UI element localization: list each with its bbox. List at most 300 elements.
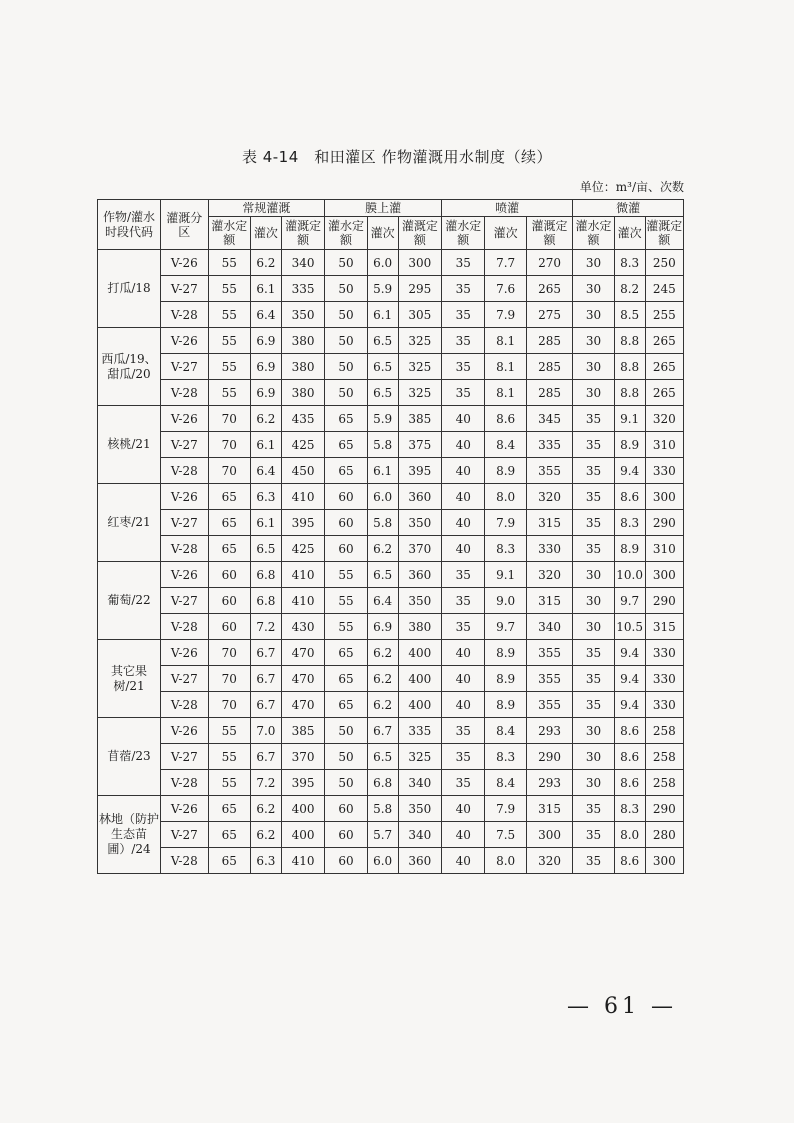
value-cell: 6.2 xyxy=(250,406,281,432)
zone-cell: V-28 xyxy=(161,770,209,796)
crop-name: 苜蓿/23 xyxy=(98,718,161,796)
value-cell: 410 xyxy=(281,484,324,510)
value-cell: 295 xyxy=(398,276,441,302)
value-cell: 50 xyxy=(325,718,367,744)
value-cell: 30 xyxy=(573,770,614,796)
value-cell: 8.9 xyxy=(485,640,526,666)
value-cell: 65 xyxy=(208,536,250,562)
value-cell: 340 xyxy=(281,250,324,276)
value-cell: 380 xyxy=(281,354,324,380)
value-cell: 35 xyxy=(442,328,485,354)
value-cell: 65 xyxy=(325,432,367,458)
header-zone: 灌溉分区 xyxy=(161,200,209,250)
value-cell: 7.7 xyxy=(485,250,526,276)
value-cell: 410 xyxy=(281,848,324,874)
value-cell: 265 xyxy=(645,380,683,406)
value-cell: 305 xyxy=(398,302,441,328)
table-row xyxy=(98,770,684,796)
value-cell: 360 xyxy=(398,848,441,874)
value-cell: 330 xyxy=(645,458,683,484)
value-cell: 10.5 xyxy=(614,614,645,640)
value-cell: 30 xyxy=(573,614,614,640)
value-cell: 40 xyxy=(442,458,485,484)
value-cell: 8.3 xyxy=(485,744,526,770)
value-cell: 430 xyxy=(281,614,324,640)
value-cell: 5.7 xyxy=(367,822,398,848)
subheader-cell: 灌水定额 xyxy=(208,217,250,250)
zone-cell: V-26 xyxy=(161,796,209,822)
value-cell: 385 xyxy=(398,406,441,432)
value-cell: 9.4 xyxy=(614,692,645,718)
table-row xyxy=(98,432,684,458)
value-cell: 35 xyxy=(573,640,614,666)
value-cell: 9.4 xyxy=(614,666,645,692)
value-cell: 40 xyxy=(442,640,485,666)
value-cell: 6.9 xyxy=(367,614,398,640)
value-cell: 55 xyxy=(208,250,250,276)
value-cell: 350 xyxy=(398,588,441,614)
value-cell: 5.8 xyxy=(367,796,398,822)
value-cell: 8.6 xyxy=(614,770,645,796)
value-cell: 55 xyxy=(208,328,250,354)
value-cell: 340 xyxy=(398,822,441,848)
value-cell: 340 xyxy=(526,614,573,640)
value-cell: 40 xyxy=(442,848,485,874)
subheader-cell: 灌次 xyxy=(614,217,645,250)
value-cell: 6.5 xyxy=(367,562,398,588)
value-cell: 6.8 xyxy=(250,562,281,588)
value-cell: 380 xyxy=(281,328,324,354)
value-cell: 35 xyxy=(573,666,614,692)
value-cell: 40 xyxy=(442,432,485,458)
crop-name: 红枣/21 xyxy=(98,484,161,562)
value-cell: 40 xyxy=(442,510,485,536)
value-cell: 8.9 xyxy=(614,536,645,562)
value-cell: 60 xyxy=(208,614,250,640)
value-cell: 65 xyxy=(208,510,250,536)
value-cell: 400 xyxy=(398,692,441,718)
value-cell: 35 xyxy=(442,354,485,380)
zone-cell: V-26 xyxy=(161,640,209,666)
zone-cell: V-28 xyxy=(161,536,209,562)
zone-cell: V-28 xyxy=(161,692,209,718)
value-cell: 40 xyxy=(442,822,485,848)
value-cell: 258 xyxy=(645,744,683,770)
table-row xyxy=(98,276,684,302)
value-cell: 6.7 xyxy=(250,744,281,770)
value-cell: 7.9 xyxy=(485,796,526,822)
value-cell: 50 xyxy=(325,744,367,770)
value-cell: 30 xyxy=(573,250,614,276)
value-cell: 370 xyxy=(398,536,441,562)
value-cell: 60 xyxy=(325,796,367,822)
table-row xyxy=(98,822,684,848)
value-cell: 6.8 xyxy=(250,588,281,614)
value-cell: 35 xyxy=(442,614,485,640)
value-cell: 8.8 xyxy=(614,380,645,406)
value-cell: 315 xyxy=(526,510,573,536)
value-cell: 40 xyxy=(442,536,485,562)
value-cell: 30 xyxy=(573,744,614,770)
value-cell: 8.0 xyxy=(485,484,526,510)
value-cell: 258 xyxy=(645,770,683,796)
value-cell: 8.3 xyxy=(485,536,526,562)
value-cell: 360 xyxy=(398,484,441,510)
header-group-sprinkler: 喷灌 xyxy=(442,200,573,217)
value-cell: 285 xyxy=(526,354,573,380)
value-cell: 6.9 xyxy=(250,354,281,380)
value-cell: 35 xyxy=(573,692,614,718)
value-cell: 265 xyxy=(645,354,683,380)
value-cell: 6.9 xyxy=(250,380,281,406)
value-cell: 6.7 xyxy=(367,718,398,744)
value-cell: 6.2 xyxy=(367,640,398,666)
value-cell: 40 xyxy=(442,666,485,692)
value-cell: 35 xyxy=(573,458,614,484)
value-cell: 6.1 xyxy=(367,458,398,484)
value-cell: 6.1 xyxy=(250,432,281,458)
table-row xyxy=(98,536,684,562)
subheader-cell: 灌次 xyxy=(485,217,526,250)
zone-cell: V-27 xyxy=(161,822,209,848)
value-cell: 8.9 xyxy=(485,458,526,484)
value-cell: 35 xyxy=(442,718,485,744)
value-cell: 7.0 xyxy=(250,718,281,744)
value-cell: 35 xyxy=(573,848,614,874)
value-cell: 60 xyxy=(325,536,367,562)
subheader-cell: 灌次 xyxy=(250,217,281,250)
value-cell: 50 xyxy=(325,328,367,354)
zone-cell: V-28 xyxy=(161,380,209,406)
value-cell: 8.8 xyxy=(614,328,645,354)
value-cell: 8.9 xyxy=(485,692,526,718)
value-cell: 290 xyxy=(645,510,683,536)
unit-note: 单位：m³/亩、次数 xyxy=(579,180,684,194)
value-cell: 8.0 xyxy=(485,848,526,874)
value-cell: 60 xyxy=(325,822,367,848)
value-cell: 325 xyxy=(398,744,441,770)
value-cell: 8.2 xyxy=(614,276,645,302)
value-cell: 6.5 xyxy=(367,744,398,770)
value-cell: 6.2 xyxy=(367,536,398,562)
value-cell: 320 xyxy=(526,848,573,874)
value-cell: 55 xyxy=(208,276,250,302)
value-cell: 7.5 xyxy=(485,822,526,848)
value-cell: 8.0 xyxy=(614,822,645,848)
value-cell: 255 xyxy=(645,302,683,328)
value-cell: 8.3 xyxy=(614,250,645,276)
value-cell: 30 xyxy=(573,562,614,588)
zone-cell: V-26 xyxy=(161,484,209,510)
value-cell: 325 xyxy=(398,354,441,380)
value-cell: 70 xyxy=(208,692,250,718)
value-cell: 30 xyxy=(573,718,614,744)
value-cell: 6.3 xyxy=(250,484,281,510)
zone-cell: V-27 xyxy=(161,432,209,458)
value-cell: 6.5 xyxy=(250,536,281,562)
value-cell: 9.4 xyxy=(614,458,645,484)
value-cell: 6.4 xyxy=(250,302,281,328)
value-cell: 300 xyxy=(398,250,441,276)
value-cell: 9.7 xyxy=(485,614,526,640)
value-cell: 30 xyxy=(573,276,614,302)
value-cell: 8.1 xyxy=(485,354,526,380)
crop-name: 其它果树/21 xyxy=(98,640,161,718)
value-cell: 40 xyxy=(442,484,485,510)
value-cell: 40 xyxy=(442,406,485,432)
value-cell: 6.0 xyxy=(367,250,398,276)
value-cell: 315 xyxy=(526,588,573,614)
value-cell: 280 xyxy=(645,822,683,848)
value-cell: 65 xyxy=(208,796,250,822)
value-cell: 270 xyxy=(526,250,573,276)
value-cell: 60 xyxy=(208,562,250,588)
zone-cell: V-26 xyxy=(161,250,209,276)
table-row xyxy=(98,848,684,874)
value-cell: 6.7 xyxy=(250,692,281,718)
value-cell: 380 xyxy=(398,614,441,640)
value-cell: 258 xyxy=(645,718,683,744)
value-cell: 320 xyxy=(526,484,573,510)
value-cell: 65 xyxy=(325,692,367,718)
value-cell: 7.6 xyxy=(485,276,526,302)
value-cell: 425 xyxy=(281,432,324,458)
value-cell: 8.6 xyxy=(614,848,645,874)
value-cell: 470 xyxy=(281,692,324,718)
value-cell: 355 xyxy=(526,640,573,666)
value-cell: 50 xyxy=(325,276,367,302)
value-cell: 6.0 xyxy=(367,484,398,510)
value-cell: 8.1 xyxy=(485,328,526,354)
subheader-cell: 灌溉定额 xyxy=(398,217,441,250)
value-cell: 370 xyxy=(281,744,324,770)
value-cell: 6.2 xyxy=(250,250,281,276)
value-cell: 5.8 xyxy=(367,510,398,536)
value-cell: 5.9 xyxy=(367,276,398,302)
value-cell: 6.5 xyxy=(367,328,398,354)
value-cell: 300 xyxy=(526,822,573,848)
value-cell: 35 xyxy=(573,406,614,432)
value-cell: 320 xyxy=(645,406,683,432)
zone-cell: V-28 xyxy=(161,458,209,484)
value-cell: 30 xyxy=(573,302,614,328)
value-cell: 355 xyxy=(526,666,573,692)
table-row xyxy=(98,380,684,406)
zone-cell: V-26 xyxy=(161,328,209,354)
value-cell: 6.5 xyxy=(367,354,398,380)
value-cell: 35 xyxy=(442,588,485,614)
value-cell: 6.5 xyxy=(367,380,398,406)
crop-name: 打瓜/18 xyxy=(98,250,161,328)
value-cell: 65 xyxy=(208,822,250,848)
value-cell: 8.6 xyxy=(614,484,645,510)
value-cell: 8.9 xyxy=(614,432,645,458)
value-cell: 65 xyxy=(325,406,367,432)
value-cell: 10.0 xyxy=(614,562,645,588)
value-cell: 65 xyxy=(325,666,367,692)
value-cell: 55 xyxy=(208,380,250,406)
value-cell: 8.9 xyxy=(485,666,526,692)
crop-name: 西瓜/19、甜瓜/20 xyxy=(98,328,161,406)
header-group-conventional: 常规灌溉 xyxy=(208,200,325,217)
value-cell: 7.2 xyxy=(250,770,281,796)
value-cell: 325 xyxy=(398,328,441,354)
value-cell: 265 xyxy=(526,276,573,302)
table-row xyxy=(98,484,684,510)
value-cell: 330 xyxy=(645,692,683,718)
table-row xyxy=(98,406,684,432)
value-cell: 8.6 xyxy=(614,718,645,744)
subheader-cell: 灌次 xyxy=(367,217,398,250)
value-cell: 6.4 xyxy=(367,588,398,614)
value-cell: 425 xyxy=(281,536,324,562)
value-cell: 55 xyxy=(208,744,250,770)
subheader-cell: 灌溉定额 xyxy=(526,217,573,250)
value-cell: 8.3 xyxy=(614,510,645,536)
value-cell: 55 xyxy=(208,770,250,796)
value-cell: 65 xyxy=(325,458,367,484)
table-row xyxy=(98,562,684,588)
value-cell: 35 xyxy=(442,380,485,406)
value-cell: 410 xyxy=(281,562,324,588)
value-cell: 55 xyxy=(208,302,250,328)
value-cell: 6.8 xyxy=(367,770,398,796)
value-cell: 400 xyxy=(281,822,324,848)
zone-cell: V-27 xyxy=(161,666,209,692)
header-group-film: 膜上灌 xyxy=(325,200,442,217)
value-cell: 335 xyxy=(526,432,573,458)
value-cell: 65 xyxy=(208,484,250,510)
value-cell: 8.1 xyxy=(485,380,526,406)
value-cell: 6.3 xyxy=(250,848,281,874)
subheader-cell: 灌水定额 xyxy=(325,217,367,250)
value-cell: 395 xyxy=(281,510,324,536)
value-cell: 35 xyxy=(573,796,614,822)
value-cell: 35 xyxy=(442,744,485,770)
header-group-micro: 微灌 xyxy=(573,200,684,217)
value-cell: 285 xyxy=(526,380,573,406)
value-cell: 355 xyxy=(526,692,573,718)
value-cell: 8.3 xyxy=(614,796,645,822)
crop-name: 葡萄/22 xyxy=(98,562,161,640)
value-cell: 6.2 xyxy=(367,666,398,692)
zone-cell: V-26 xyxy=(161,718,209,744)
value-cell: 6.0 xyxy=(367,848,398,874)
value-cell: 290 xyxy=(645,796,683,822)
header-crop: 作物/灌水时段代码 xyxy=(98,200,161,250)
value-cell: 70 xyxy=(208,406,250,432)
value-cell: 6.7 xyxy=(250,666,281,692)
value-cell: 8.8 xyxy=(614,354,645,380)
value-cell: 5.9 xyxy=(367,406,398,432)
value-cell: 265 xyxy=(645,328,683,354)
value-cell: 50 xyxy=(325,302,367,328)
value-cell: 395 xyxy=(281,770,324,796)
value-cell: 70 xyxy=(208,666,250,692)
value-cell: 50 xyxy=(325,250,367,276)
value-cell: 310 xyxy=(645,432,683,458)
value-cell: 7.9 xyxy=(485,302,526,328)
value-cell: 35 xyxy=(442,250,485,276)
value-cell: 6.2 xyxy=(250,796,281,822)
zone-cell: V-27 xyxy=(161,510,209,536)
value-cell: 35 xyxy=(573,432,614,458)
table-title: 表 4-14 和田灌区 作物灌溉用水制度（续） xyxy=(241,148,553,166)
value-cell: 55 xyxy=(208,718,250,744)
value-cell: 7.9 xyxy=(485,510,526,536)
value-cell: 330 xyxy=(645,640,683,666)
value-cell: 470 xyxy=(281,666,324,692)
value-cell: 400 xyxy=(398,640,441,666)
value-cell: 8.6 xyxy=(485,406,526,432)
value-cell: 385 xyxy=(281,718,324,744)
value-cell: 350 xyxy=(398,510,441,536)
crop-name: 林地（防护生态苗圃）/24 xyxy=(98,796,161,874)
value-cell: 9.0 xyxy=(485,588,526,614)
value-cell: 325 xyxy=(398,380,441,406)
value-cell: 35 xyxy=(573,510,614,536)
subheader-cell: 灌水定额 xyxy=(573,217,614,250)
table-row xyxy=(98,796,684,822)
value-cell: 6.7 xyxy=(250,640,281,666)
value-cell: 35 xyxy=(573,822,614,848)
value-cell: 35 xyxy=(442,302,485,328)
value-cell: 5.8 xyxy=(367,432,398,458)
value-cell: 300 xyxy=(645,484,683,510)
value-cell: 30 xyxy=(573,380,614,406)
value-cell: 60 xyxy=(325,510,367,536)
table-row xyxy=(98,510,684,536)
value-cell: 60 xyxy=(325,484,367,510)
zone-cell: V-27 xyxy=(161,744,209,770)
value-cell: 6.9 xyxy=(250,328,281,354)
value-cell: 315 xyxy=(526,796,573,822)
value-cell: 55 xyxy=(325,588,367,614)
zone-cell: V-28 xyxy=(161,614,209,640)
value-cell: 320 xyxy=(526,562,573,588)
value-cell: 245 xyxy=(645,276,683,302)
value-cell: 400 xyxy=(281,796,324,822)
zone-cell: V-26 xyxy=(161,406,209,432)
value-cell: 340 xyxy=(398,770,441,796)
irrigation-table xyxy=(97,199,684,874)
value-cell: 65 xyxy=(325,640,367,666)
value-cell: 285 xyxy=(526,328,573,354)
subheader-cell: 灌水定额 xyxy=(442,217,485,250)
value-cell: 70 xyxy=(208,432,250,458)
value-cell: 55 xyxy=(208,354,250,380)
value-cell: 8.4 xyxy=(485,432,526,458)
value-cell: 410 xyxy=(281,588,324,614)
value-cell: 9.1 xyxy=(485,562,526,588)
value-cell: 335 xyxy=(398,718,441,744)
table-row xyxy=(98,302,684,328)
zone-cell: V-27 xyxy=(161,588,209,614)
value-cell: 293 xyxy=(526,770,573,796)
value-cell: 7.2 xyxy=(250,614,281,640)
value-cell: 6.1 xyxy=(367,302,398,328)
value-cell: 35 xyxy=(442,276,485,302)
value-cell: 350 xyxy=(398,796,441,822)
zone-cell: V-28 xyxy=(161,848,209,874)
table-row xyxy=(98,250,684,276)
value-cell: 300 xyxy=(645,562,683,588)
value-cell: 35 xyxy=(442,562,485,588)
value-cell: 6.4 xyxy=(250,458,281,484)
zone-cell: V-27 xyxy=(161,354,209,380)
value-cell: 30 xyxy=(573,588,614,614)
value-cell: 35 xyxy=(442,770,485,796)
